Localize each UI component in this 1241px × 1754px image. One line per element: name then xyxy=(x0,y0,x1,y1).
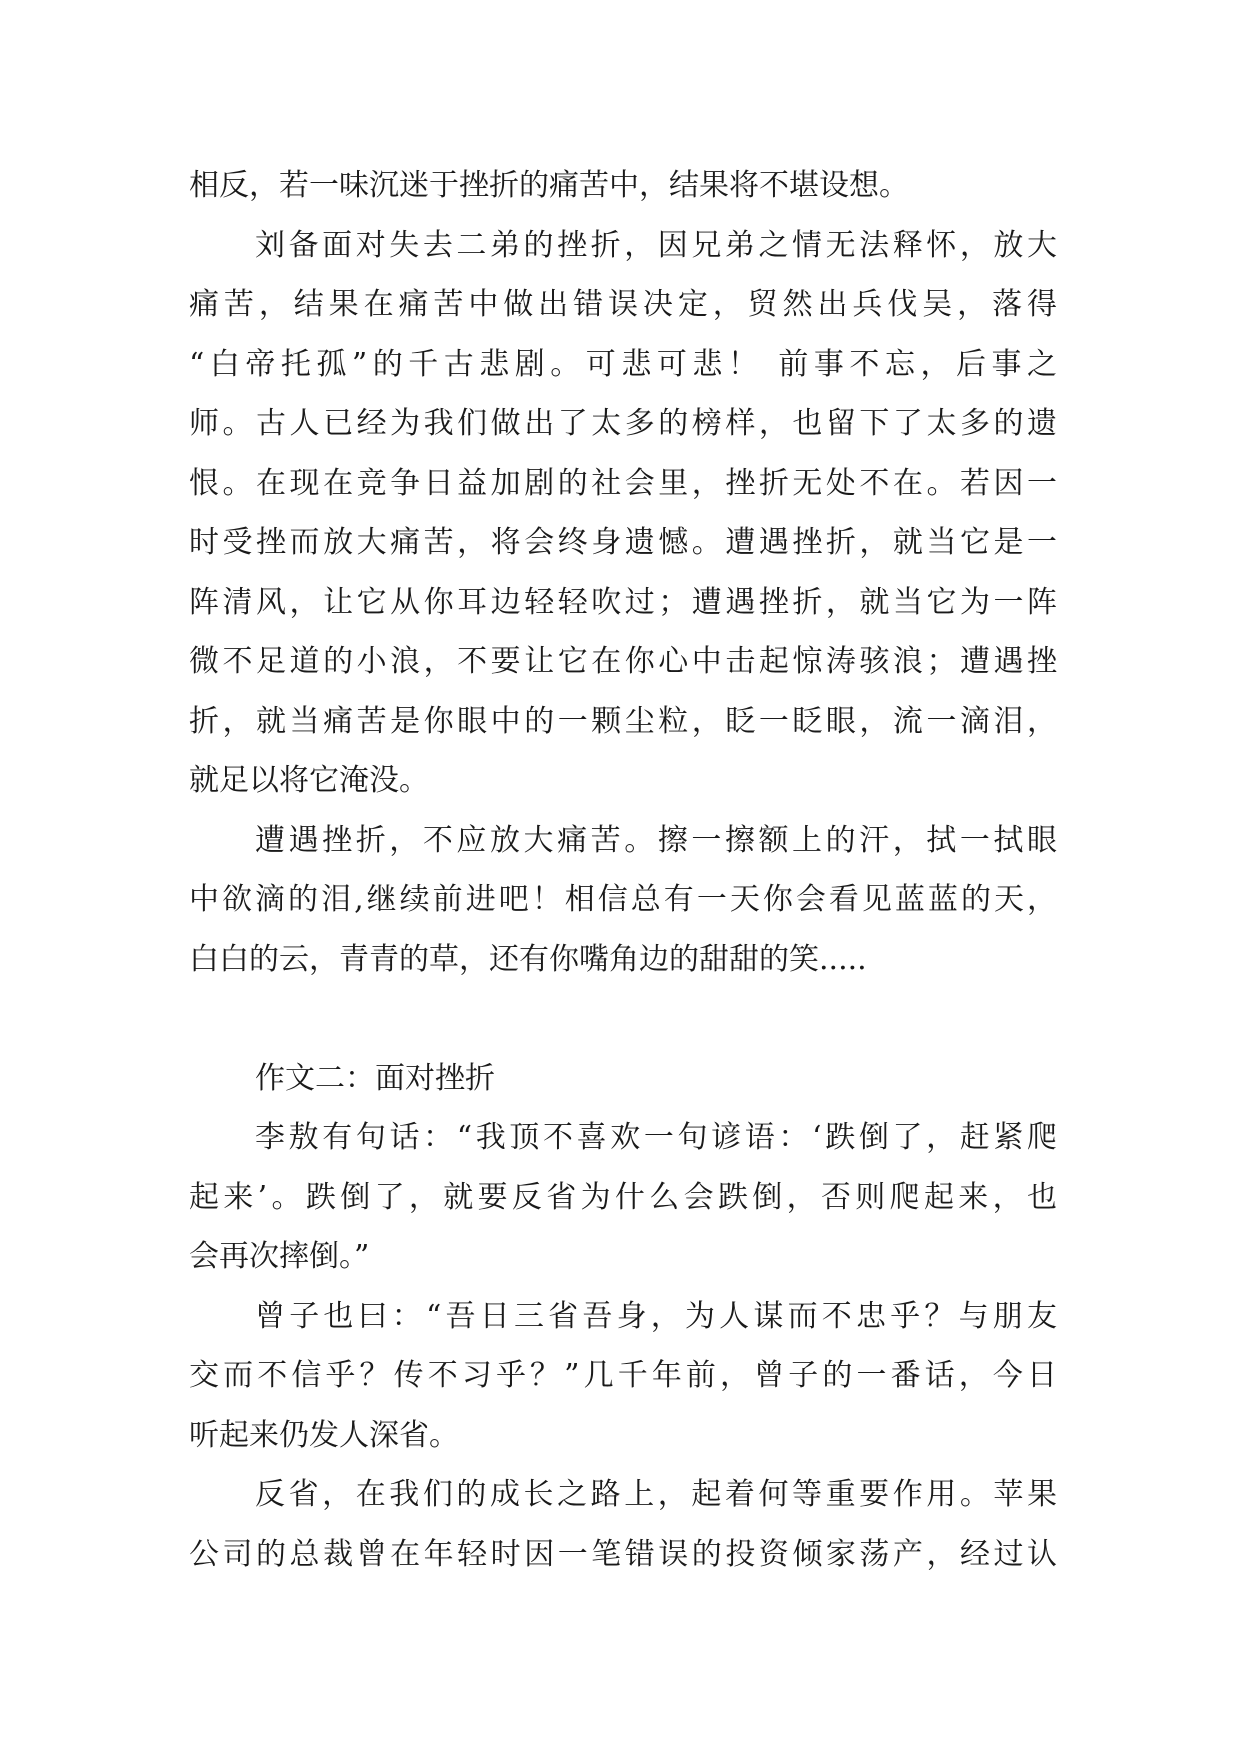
text-line: 就足以将它淹没。 xyxy=(189,763,429,798)
paragraph-first-line: 遭遇挫折，不应放大痛苦。擦一擦额上的汗，拭一拭眼 xyxy=(255,822,1057,858)
text-line: “白帝托孤”的千古悲剧。可悲可悲！ 前事不忘，后事之 xyxy=(189,346,1057,382)
paragraph-first-line: 反省，在我们的成长之路上，起着何等重要作用。苹果 xyxy=(255,1477,1057,1512)
text-line: 公司的总裁曾在年轻时因一笔错误的投资倾家荡产，经过认 xyxy=(189,1536,1057,1572)
paragraph-first-line: 曾子也曰：“吾日三省吾身，为人谋而不忠乎？与朋友 xyxy=(255,1298,1057,1334)
text-line: 中欲滴的泪,继续前进吧！相信总有一天你会看见蓝蓝的天， xyxy=(189,882,1057,917)
text-line: 阵清风，让它从你耳边轻轻吹过；遭遇挫折，就当它为一阵 xyxy=(189,584,1057,620)
text-line: 起来’。跌倒了，就要反省为什么会跌倒，否则爬起来，也 xyxy=(189,1179,1057,1215)
text-line: 师。古人已经为我们做出了太多的榜样，也留下了太多的遗 xyxy=(189,406,1057,441)
text-line: 交而不信乎？传不习乎？”几千年前，曾子的一番话，今日 xyxy=(189,1358,1057,1393)
document-page xyxy=(189,156,1057,1584)
section-gap xyxy=(189,989,1057,1049)
text-line: 白白的云，青青的草，还有你嘴角边的甜甜的笑..... xyxy=(189,941,867,977)
text-line: 微不足道的小浪，不要让它在你心中击起惊涛骇浪；遭遇挫 xyxy=(189,644,1057,679)
paragraph-first-line: 李敖有句话：“我顶不喜欢一句谚语：‘跌倒了，赶紧爬 xyxy=(255,1120,1057,1155)
text-line: 恨。在现在竞争日益加剧的社会里，挫折无处不在。若因一 xyxy=(189,465,1057,501)
paragraph-first-line: 刘备面对失去二弟的挫折，因兄弟之情无法释怀，放大 xyxy=(255,227,1057,263)
text-line: 听起来仍发人深省。 xyxy=(189,1417,459,1453)
text-line: 痛苦，结果在痛苦中做出错误决定，贸然出兵伐吴，落得 xyxy=(189,287,1057,322)
text-line: 时受挫而放大痛苦，将会终身遗憾。遭遇挫折，就当它是一 xyxy=(189,525,1057,560)
text-line: 折，就当痛苦是你眼中的一颗尘粒，眨一眨眼，流一滴泪， xyxy=(189,703,1057,739)
section-heading: 作文二：面对挫折 xyxy=(255,1060,495,1096)
text-line: 会再次摔倒。” xyxy=(189,1239,370,1274)
text-line: 相反，若一味沉迷于挫折的痛苦中，结果将不堪设想。 xyxy=(189,168,909,203)
